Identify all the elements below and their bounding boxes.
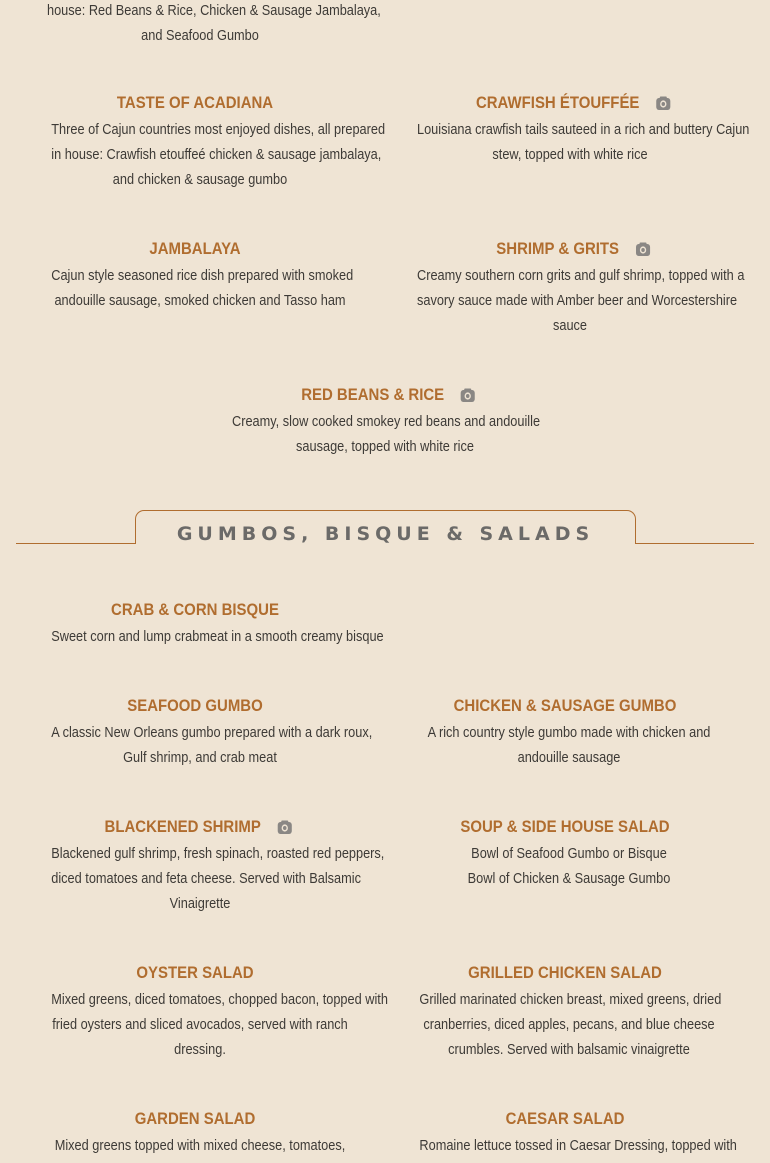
title-text: GRILLED CHICKEN SALAD [468, 963, 662, 982]
menu-item-soup-side-salad[interactable] [385, 816, 745, 891]
description-line: and Seafood Gumbo [141, 27, 259, 44]
menu-item-description [419, 720, 718, 770]
description-line: savory sauce made with Amber beer and Worcestershire [417, 292, 738, 309]
menu-item-description [51, 117, 386, 192]
description-line: Sweet corn and lump crabmeat in a smooth creamy bisque [51, 628, 384, 645]
menu-item-title [407, 1108, 724, 1130]
description-line: and chicken & sausage gumbo [112, 171, 288, 188]
menu-item-caesar-salad[interactable] [385, 1108, 745, 1158]
camera-icon[interactable] [635, 242, 651, 257]
menu-item-blackened-shrimp[interactable] [15, 816, 385, 916]
description-line: crumbles. Served with balsamic vinaigrette [448, 1041, 690, 1058]
menu-item-garden-salad[interactable] [15, 1108, 375, 1158]
menu-item-description [419, 1133, 737, 1158]
description-line: Louisiana crawfish tails sauteed in a rich and buttery Cajun [417, 121, 750, 138]
section-tab [135, 510, 636, 544]
menu-item-description [51, 841, 385, 916]
menu-item-grilled-chicken-salad[interactable] [385, 962, 745, 1062]
menu-item-description [51, 624, 384, 649]
title-text: BLACKENED SHRIMP [104, 817, 261, 836]
title-text: CAESAR SALAD [505, 1109, 625, 1128]
menu-item-title [407, 962, 724, 984]
description-line: fried oysters and sliced avocados, served with ranch [52, 1016, 348, 1033]
menu-item-title [412, 238, 729, 260]
section-header-gumbos-bisque-salads [0, 510, 770, 546]
description-line: Bowl of Chicken & Sausage Gumbo [467, 870, 671, 887]
menu-item-title [412, 92, 729, 114]
menu-item-description [417, 263, 745, 338]
title-text: SHRIMP & GRITS [496, 239, 620, 258]
title-text: SEAFOOD GUMBO [127, 696, 263, 715]
menu-item-description [51, 987, 388, 1062]
menu-item-title [407, 816, 724, 838]
description-line: Vinaigrette [169, 895, 231, 912]
title-text: SOUP & SIDE HOUSE SALAD [460, 817, 670, 836]
description-line: Gulf shrimp, and crab meat [123, 749, 277, 766]
title-text: RED BEANS & RICE [301, 385, 445, 404]
menu-item-chicken-sausage-gumbo[interactable] [385, 695, 745, 770]
menu-item-description [417, 117, 750, 167]
title-text: GARDEN SALAD [134, 1109, 256, 1128]
menu-item-title [227, 384, 544, 406]
menu-item-seafood-gumbo[interactable] [15, 695, 375, 770]
description-line: Blackened gulf shrimp, fresh spinach, roasted red peppers, [51, 845, 385, 862]
menu-item-description [232, 409, 541, 459]
title-text: CRAWFISH ÉTOUFFÉE [475, 93, 640, 112]
menu-item-crab-corn-bisque[interactable] [15, 599, 384, 649]
camera-icon[interactable] [277, 820, 293, 835]
description-line: Mixed greens topped with mixed cheese, tomatoes, [54, 1137, 346, 1154]
menu-item-title [37, 599, 354, 621]
description-line: Grilled marinated chicken breast, mixed greens, dried [419, 991, 722, 1008]
menu-item-crawfish-etouffee[interactable] [390, 92, 750, 167]
menu-item-description [51, 720, 373, 770]
title-text: TASTE OF ACADIANA [116, 93, 274, 112]
menu-item-taste-of-acadiana[interactable] [15, 92, 386, 192]
description-line: Bowl of Seafood Gumbo or Bisque [471, 845, 667, 862]
menu-item-description [51, 263, 354, 313]
menu-item-description [51, 1133, 349, 1158]
menu-item-oyster-salad[interactable] [15, 962, 388, 1062]
menu-item-title [37, 1108, 354, 1130]
description-line: Romaine lettuce tossed in Caesar Dressing, topped with [419, 1137, 737, 1154]
menu-item-title [37, 695, 354, 717]
menu-item-title [37, 816, 354, 838]
description-line: andouille sausage, smoked chicken and Tasso ham [54, 292, 346, 309]
description-line: andouille sausage [517, 749, 621, 766]
description-line: in house: Crawfish etouffeé chicken & sausage jambalaya, [51, 146, 382, 163]
description-line: Mixed greens, diced tomatoes, chopped bacon, topped with [51, 991, 388, 1008]
description-line: Creamy southern corn grits and gulf shrimp, topped with a [417, 267, 745, 284]
description-line: stew, topped with white rice [492, 146, 648, 163]
description-line: dressing. [174, 1041, 226, 1058]
title-text: OYSTER SALAD [136, 963, 254, 982]
menu-item-title [37, 92, 354, 114]
description-line: Cajun style seasoned rice dish prepared with smoked [51, 267, 354, 284]
menu-item-red-beans-rice[interactable] [205, 384, 565, 459]
description-line: sauce [552, 317, 588, 334]
menu-item-shrimp-grits[interactable] [390, 238, 750, 338]
menu-item-jambalaya[interactable] [15, 238, 375, 313]
menu-item-description [419, 841, 718, 891]
section-title: GUMBOS, BISQUE & SALADS [176, 523, 595, 545]
camera-icon[interactable] [460, 388, 476, 403]
menu-item-title [37, 238, 354, 260]
description-line: Creamy, slow cooked smokey red beans and andouille [232, 413, 541, 430]
title-text: JAMBALAYA [149, 239, 241, 258]
description-line: Three of Cajun countries most enjoyed dishes, all prepared [51, 121, 386, 138]
section-divider-left [16, 543, 136, 544]
menu-item-description [47, 0, 381, 48]
description-line: house: Red Beans & Rice, Chicken & Sausage Jambalaya, [47, 2, 381, 19]
title-text: CRAB & CORN BISQUE [111, 600, 279, 619]
menu-item-title [37, 962, 354, 984]
menu-item-description [419, 987, 722, 1062]
menu-item-title [407, 695, 724, 717]
camera-icon[interactable] [655, 96, 671, 111]
description-line: A rich country style gumbo made with chicken and [427, 724, 711, 741]
title-text: CHICKEN & SAUSAGE GUMBO [453, 696, 677, 715]
description-line: sausage, topped with white rice [296, 438, 474, 455]
description-line: cranberries, diced apples, pecans, and blue cheese [423, 1016, 715, 1033]
menu-item-top-partial [20, 0, 380, 48]
section-divider-right [635, 543, 754, 544]
description-line: A classic New Orleans gumbo prepared with a dark roux, [51, 724, 373, 741]
description-line: diced tomatoes and feta cheese. Served with Balsamic [51, 870, 361, 887]
